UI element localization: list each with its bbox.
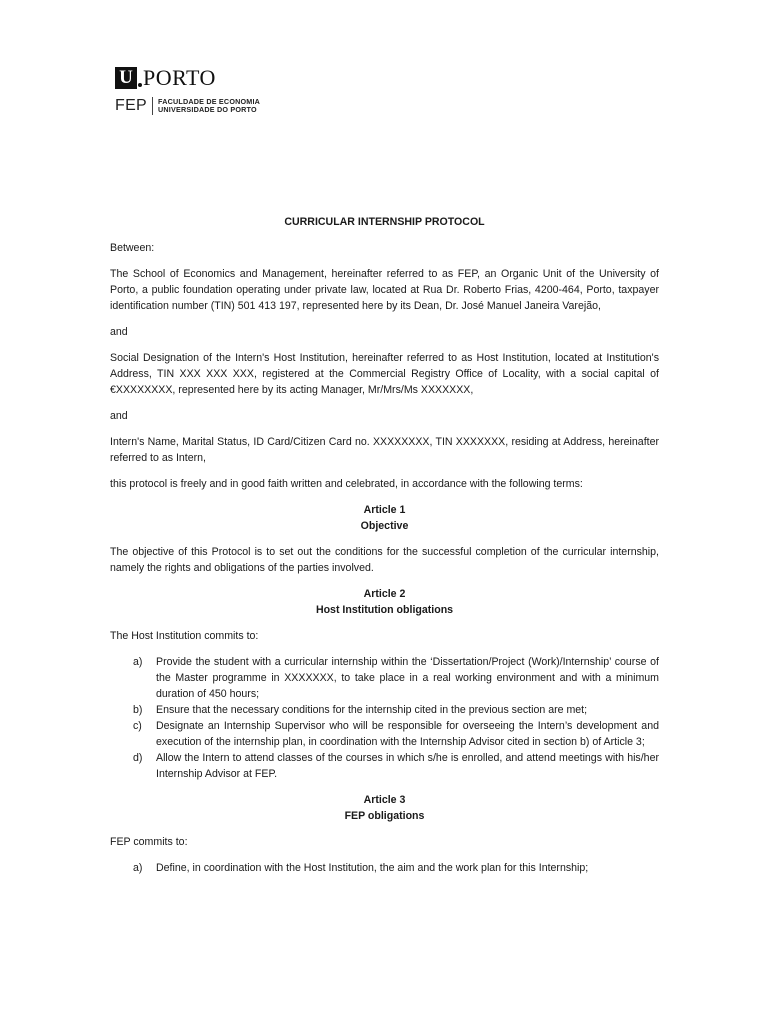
logo-faculty-text xyxy=(158,98,260,115)
article-2-heading: Host Institution obligations xyxy=(315,604,454,616)
article-1-body: The objective of this Protocol is to set out the conditions for the successful completion of the curricular internship, namely the rights and obligations of the parties involved. xyxy=(110,546,659,574)
list-marker: b) xyxy=(133,704,143,716)
list-text: Allow the Intern to attend classes of the courses in which s/he is enrolled, and attend meetings with his/her Internship Advisor at FEP. xyxy=(156,752,659,780)
article-1-number: Article 1 xyxy=(363,504,406,516)
list-item xyxy=(110,718,659,750)
list-marker: a) xyxy=(133,862,143,874)
logo-faculty-line2: UNIVERSIDADE DO PORTO xyxy=(158,105,257,114)
article-3-intro: FEP commits to: xyxy=(110,836,188,848)
logo-fep-row xyxy=(115,97,265,115)
article-3-heading: FEP obligations xyxy=(344,810,425,822)
list-marker: a) xyxy=(133,656,143,668)
logo-dot xyxy=(138,83,142,87)
logo-divider xyxy=(152,97,153,115)
list-marker: c) xyxy=(133,720,142,732)
article-3-number: Article 3 xyxy=(363,794,406,806)
document-body xyxy=(110,214,659,876)
and-connector: and xyxy=(110,326,128,338)
list-marker: d) xyxy=(133,752,143,764)
list-item xyxy=(110,750,659,782)
logo-u-mark: U xyxy=(115,67,137,89)
and-connector: and xyxy=(110,410,128,422)
document-title: CURRICULAR INTERNSHIP PROTOCOL xyxy=(284,216,485,228)
party-fep: The School of Economics and Management, hereinafter referred to as FEP, an Organic Unit of the University of Porto, a public foundation operating under private law, located at Rua Dr. Roberto Frias, 4200-464, Porto, taxpayer identification number (TIN) 501 413 197, represented here by its Dean, Dr. José Manuel Janeira Varejão, xyxy=(110,268,659,312)
list-item xyxy=(110,654,659,702)
logo-porto-row xyxy=(115,66,265,90)
terms-intro: this protocol is freely and in good faith written and celebrated, in accordance with the following terms: xyxy=(110,478,583,490)
logo-faculty-line1: FACULDADE DE ECONOMIA xyxy=(158,96,261,106)
logo-porto-text: PORTO xyxy=(143,65,216,90)
list-text: Provide the student with a curricular internship within the ‘Dissertation/Project (Work)/Internship’ course of the Master programme in XXXXXXX, to take place in a real working environment and with a minimum duration of 450 hours; xyxy=(156,656,659,700)
between-label: Between: xyxy=(110,242,155,254)
list-text: Define, in coordination with the Host Institution, the aim and the work plan for this Internship; xyxy=(156,862,589,874)
article-2-list xyxy=(110,654,659,782)
article-1-heading: Objective xyxy=(360,520,409,532)
logo-fep-text: FEP xyxy=(115,97,148,114)
list-item xyxy=(110,702,659,718)
list-text: Ensure that the necessary conditions for the internship cited in the previous section are met; xyxy=(156,704,588,716)
party-host: Social Designation of the Intern's Host Institution, hereinafter referred to as Host Institution, located at Institution's Address, TIN XXX XXX XXX, registered at the Commercial Registry Office of Locality, with a social capital of €XXXXXXXX, represented here by its acting Manager, Mr/Mrs/Ms XXXXXXX, xyxy=(110,352,659,396)
list-text: Designate an Internship Supervisor who will be responsible for overseeing the Intern’s development and execution of the internship plan, in coordination with the Internship Advisor cited in section b) of Article 3; xyxy=(156,720,659,748)
article-2-intro: The Host Institution commits to: xyxy=(110,630,259,642)
list-item xyxy=(110,860,659,876)
party-intern: Intern's Name, Marital Status, ID Card/Citizen Card no. XXXXXXXX, TIN XXXXXXX, residing at Address, hereinafter referred to as Intern, xyxy=(110,436,659,464)
university-logo xyxy=(115,66,265,122)
article-3-list xyxy=(110,860,659,876)
article-2-number: Article 2 xyxy=(363,588,406,600)
